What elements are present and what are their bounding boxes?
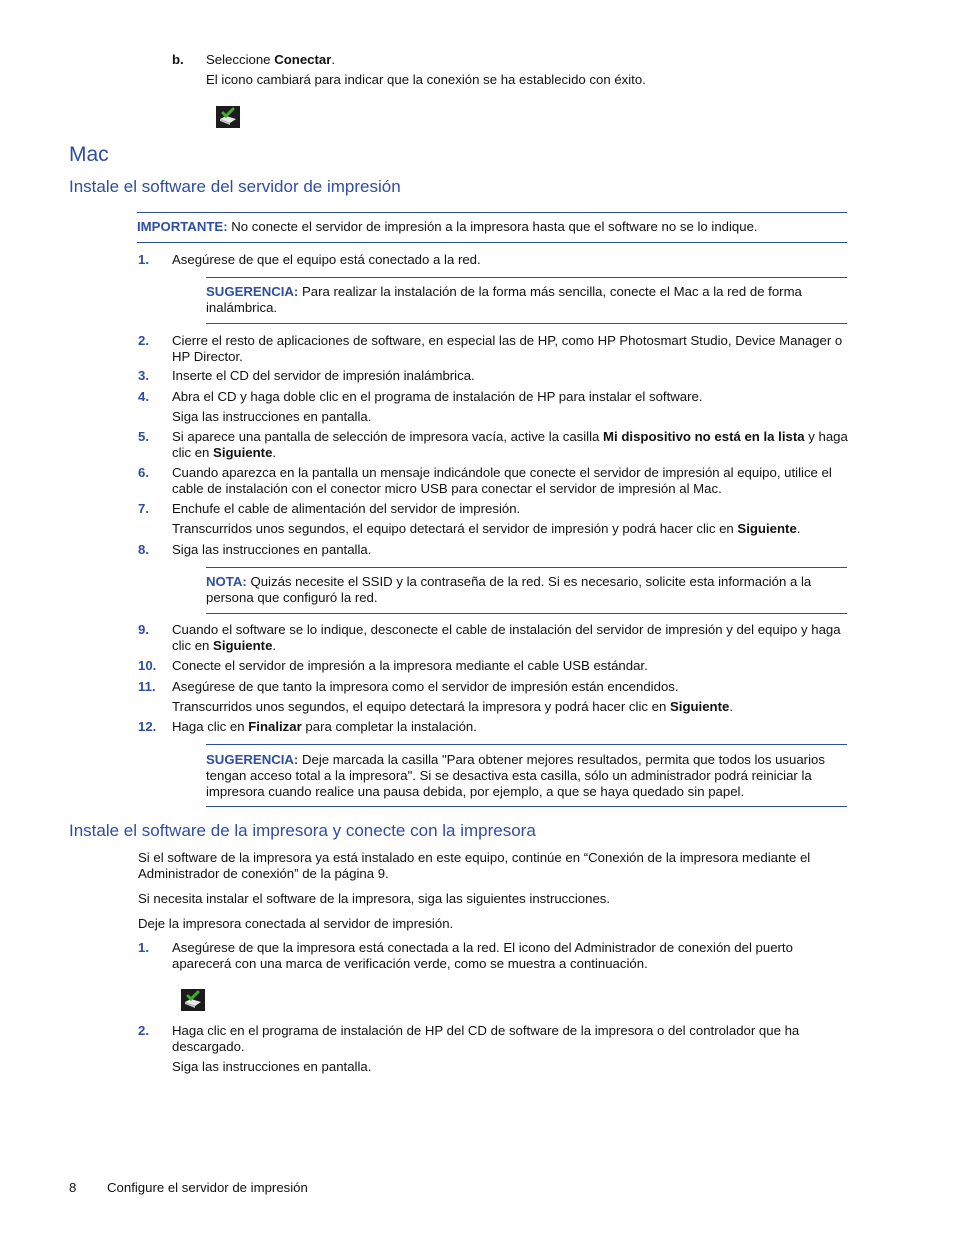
step-6-text: Cuando aparezca en la pantalla un mensaje indicándole que conecte el servidor de impresión al equipo, utilice el cable de instalación con el conector micro USB para conectar el servidor de impresión al Mac. [172, 465, 832, 496]
tip2-note [206, 752, 842, 800]
step-11-sub-post: . [729, 699, 734, 714]
tip2-text: Deje marcada la casilla "Para obtener mejores resultados, permita que todos los usuarios tengan acceso total a la impresora". Si se desactiva esta casilla, sólo un administrador podrá reiniciar la impresora cuando realice una pausa debida, por ejemplo, a que se haya quedado sin papel. [206, 752, 825, 799]
install-step-1-number: 1. [138, 940, 149, 955]
step-8-text: Siga las instrucciones en pantalla. [172, 542, 372, 557]
step-10-text: Conecte el servidor de impresión a la impresora mediante el cable USB estándar. [172, 658, 648, 673]
step-7-number: 7. [138, 501, 149, 516]
step-b-text [206, 52, 886, 68]
step-7-subtext [172, 521, 852, 537]
footer-chapter: Configure el servidor de impresión [107, 1180, 308, 1195]
step-11-sub-pre: Transcurridos unos segundos, el equipo detectará la impresora y podrá hacer clic en [172, 699, 670, 714]
important-top-rule [137, 212, 847, 213]
note-box [206, 574, 842, 606]
important-note [137, 219, 842, 235]
step-12-text [172, 719, 852, 735]
page-number: 8 [69, 1180, 77, 1195]
step-b-subtext: El icono cambiará para indicar que la conexión se ha establecido con éxito. [206, 72, 646, 87]
step-5-post: . [272, 445, 277, 460]
step-8-number: 8. [138, 542, 149, 557]
connection-check-icon [181, 989, 205, 1011]
step-2-number: 2. [138, 333, 149, 348]
note-text: Quizás necesite el SSID y la contraseña de la red. Si es necesario, solicite esta información a la persona que configuró la red. [206, 574, 812, 605]
note-top-rule [206, 567, 847, 568]
tip1-top-rule [206, 277, 847, 278]
paragraph-1: Si el software de la impresora ya está instalado en este equipo, continúe en “Conexión de la impresora mediante el Administrador de conexión” de la página 9. [138, 850, 811, 881]
step-9-number: 9. [138, 622, 149, 637]
step-10-number: 10. [138, 658, 157, 673]
step-5-number: 5. [138, 429, 149, 444]
subheading-install-server-software: Instale el software del servidor de impresión [69, 177, 401, 196]
step-2-text: Cierre el resto de aplicaciones de software, en especial las de HP, como HP Photosmart Studio, Device Manager o HP Director. [172, 333, 843, 364]
important-text: No conecte el servidor de impresión a la impresora hasta que el software no se lo indique. [231, 219, 758, 234]
paragraph-2: Si necesita instalar el software de la impresora, siga las siguientes instrucciones. [138, 891, 611, 906]
step-b-number: b. [172, 52, 184, 67]
step-12-pre: Haga clic en [172, 719, 249, 734]
step-6-number: 6. [138, 465, 149, 480]
step-7-sub-bold: Siguiente [737, 521, 797, 536]
step-11-text: Asegúrese de que tanto la impresora como el servidor de impresión están encendidos. [172, 679, 679, 694]
tip1-note [206, 284, 842, 316]
step-4-subtext: Siga las instrucciones en pantalla. [172, 409, 372, 424]
install-step-2-text: Haga clic en el programa de instalación de HP del CD de software de la impresora o del controlador que ha descargado. [172, 1023, 800, 1054]
step-12-number: 12. [138, 719, 157, 734]
step-b-post: . [331, 52, 336, 67]
step-1-number: 1. [138, 252, 149, 267]
step-11-number: 11. [138, 679, 156, 694]
step-9-pre: Cuando el software se lo indique, desconecte el cable de instalación del servidor de impresión y del equipo y haga clic en [172, 622, 841, 653]
step-5-pre: Si aparece una pantalla de selección de impresora vacía, active la casilla [172, 429, 604, 444]
install-step-2-subtext: Siga las instrucciones en pantalla. [172, 1059, 372, 1074]
step-5-text [172, 429, 852, 461]
step-4-text: Abra el CD y haga doble clic en el programa de instalación de HP para instalar el software. [172, 389, 703, 404]
tip1-label: SUGERENCIA: [206, 284, 299, 299]
step-b-bold: Conectar [274, 52, 332, 67]
step-9-post: . [272, 638, 277, 653]
step-7-sub-pre: Transcurridos unos segundos, el equipo detectará el servidor de impresión y podrá hacer clic en [172, 521, 738, 536]
tip1-text: Para realizar la instalación de la forma más sencilla, conecte el Mac a la red de forma inalámbrica. [206, 284, 802, 315]
step-b-pre: Seleccione [206, 52, 275, 67]
step-9-text [172, 622, 852, 654]
step-5-bold-next: Siguiente [213, 445, 273, 460]
important-bottom-rule [137, 242, 847, 243]
tip2-top-rule [206, 744, 847, 745]
step-12-post: para completar la instalación. [301, 719, 477, 734]
step-5-bold-checkbox: Mi dispositivo no está en la lista [603, 429, 805, 444]
step-3-number: 3. [138, 368, 149, 383]
step-11-subtext [172, 699, 852, 715]
step-1-text: Asegúrese de que el equipo está conectado a la red. [172, 252, 481, 267]
note-label: NOTA: [206, 574, 247, 589]
step-7-sub-post: . [796, 521, 801, 536]
connection-check-icon [216, 106, 240, 128]
step-3-text: Inserte el CD del servidor de impresión inalámbrica. [172, 368, 475, 383]
important-label: IMPORTANTE: [137, 219, 228, 234]
step-9-bold: Siguiente [213, 638, 273, 653]
step-7-text: Enchufe el cable de alimentación del servidor de impresión. [172, 501, 521, 516]
install-step-1-text: Asegúrese de que la impresora está conectada a la red. El icono del Administrador de conexión del puerto aparecerá con una marca de verificación verde, como se muestra a continuación. [172, 940, 793, 971]
step-5-mid: y haga clic en [172, 429, 848, 460]
subheading-install-printer-software: Instale el software de la impresora y conecte con la impresora [69, 821, 536, 840]
tip1-bottom-rule [206, 323, 847, 324]
tip2-bottom-rule [206, 806, 847, 807]
install-step-2-number: 2. [138, 1023, 149, 1038]
tip2-label: SUGERENCIA: [206, 752, 299, 767]
step-12-bold: Finalizar [248, 719, 302, 734]
section-heading-mac: Mac [69, 143, 109, 166]
step-11-sub-bold: Siguiente [669, 699, 730, 714]
paragraph-3: Deje la impresora conectada al servidor de impresión. [138, 916, 454, 931]
note-bottom-rule [206, 613, 847, 614]
step-4-number: 4. [138, 389, 149, 404]
